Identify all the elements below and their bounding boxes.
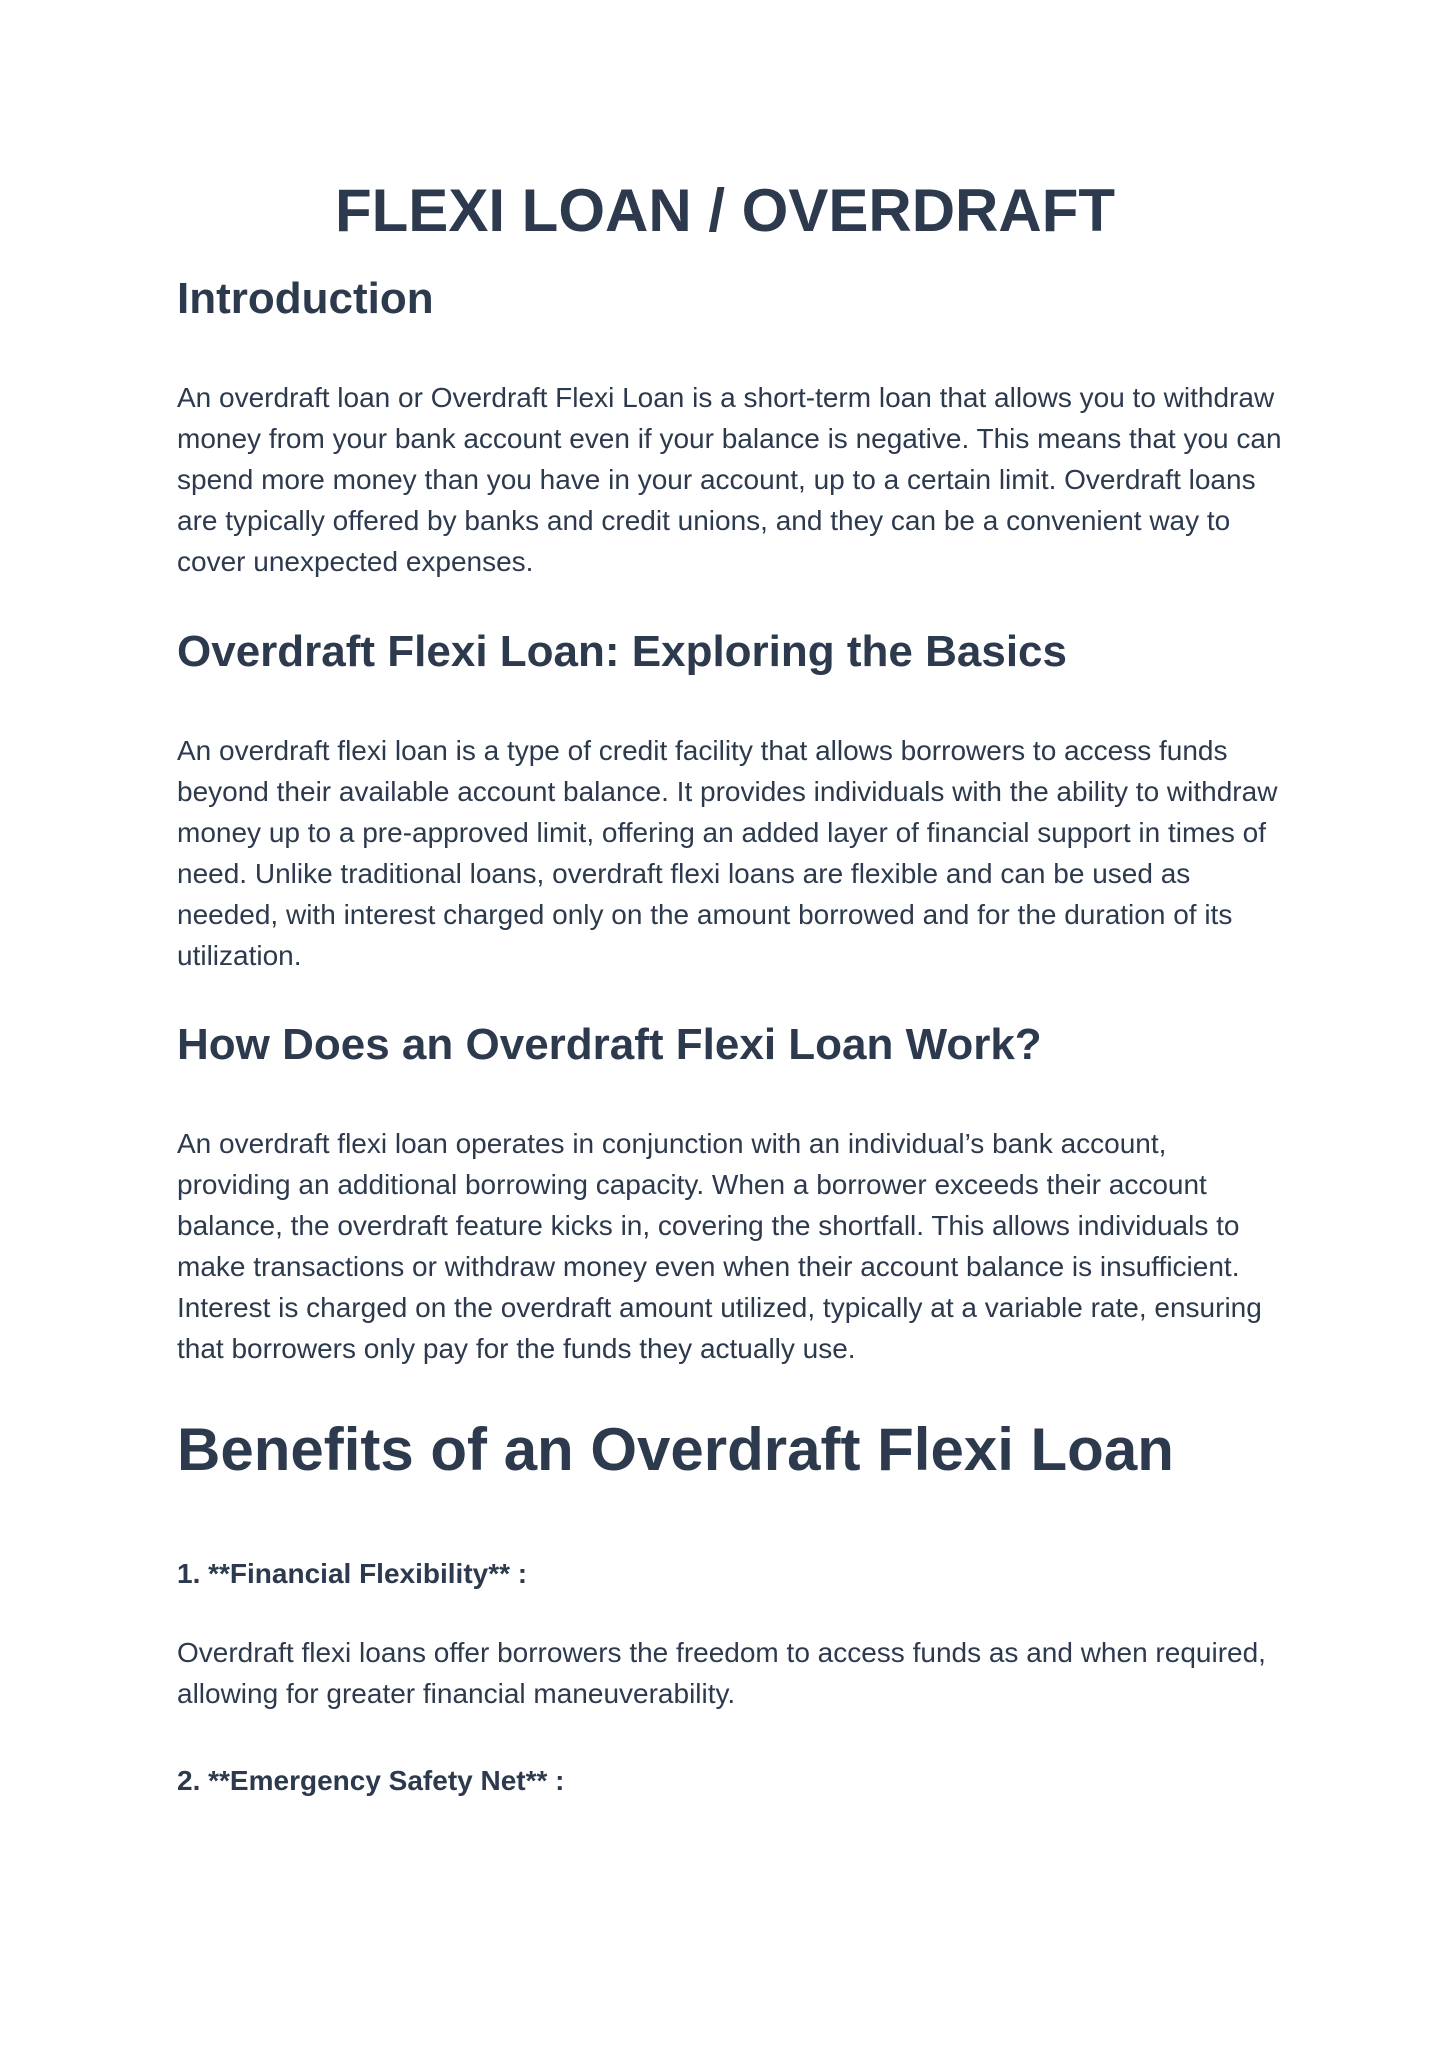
section-heading-how-it-works: How Does an Overdraft Flexi Loan Work? (177, 1020, 1042, 1069)
section-heading-benefits: Benefits of an Overdraft Flexi Loan (177, 1416, 1174, 1483)
section-body-basics: An overdraft flexi loan is a type of credit facility that allows borrowers to access funds beyond their available account balance. It provides individuals with the ability to withdraw money up to a pre-approved limit, offering an added layer of financial support in times of need. Unlike traditional loans, overdraft flexi loans are flexible and can be used as needed, with interest charged only on the amount borrowed and for the duration of its utilization. (177, 735, 1278, 971)
section-body-how-it-works: An overdraft flexi loan operates in conjunction with an individual’s bank account, providing an additional borrowing capacity. When a borrower exceeds their account balance, the overdraft feature kicks in, covering the shortfall. This allows individuals to make transactions or withdraw money even when their account balance is insufficient. Interest is charged on the overdraft amount utilized, typically at a variable rate, ensuring that borrowers only pay for the funds they actually use. (177, 1128, 1262, 1364)
benefit-item-label: 1. **Financial Flexibility** : (177, 1558, 528, 1589)
benefit-item-label: 2. **Emergency Safety Net** : (177, 1765, 565, 1796)
section-heading-introduction: Introduction (177, 274, 434, 323)
document-title: FLEXI LOAN / OVERDRAFT (335, 177, 1115, 244)
benefit-item-body: Overdraft flexi loans offer borrowers the freedom to access funds as and when required, allowing for greater financial maneuverability. (177, 1637, 1266, 1709)
section-body-introduction: An overdraft loan or Overdraft Flexi Loan is a short-term loan that allows you to withdraw money from your bank account even if your balance is negative. This means that you can spend more money than you have in your account, up to a certain limit. Overdraft loans are typically offered by banks and credit unions, and they can be a convenient way to cover unexpected expenses. (177, 382, 1282, 577)
section-heading-basics: Overdraft Flexi Loan: Exploring the Basics (177, 627, 1067, 676)
